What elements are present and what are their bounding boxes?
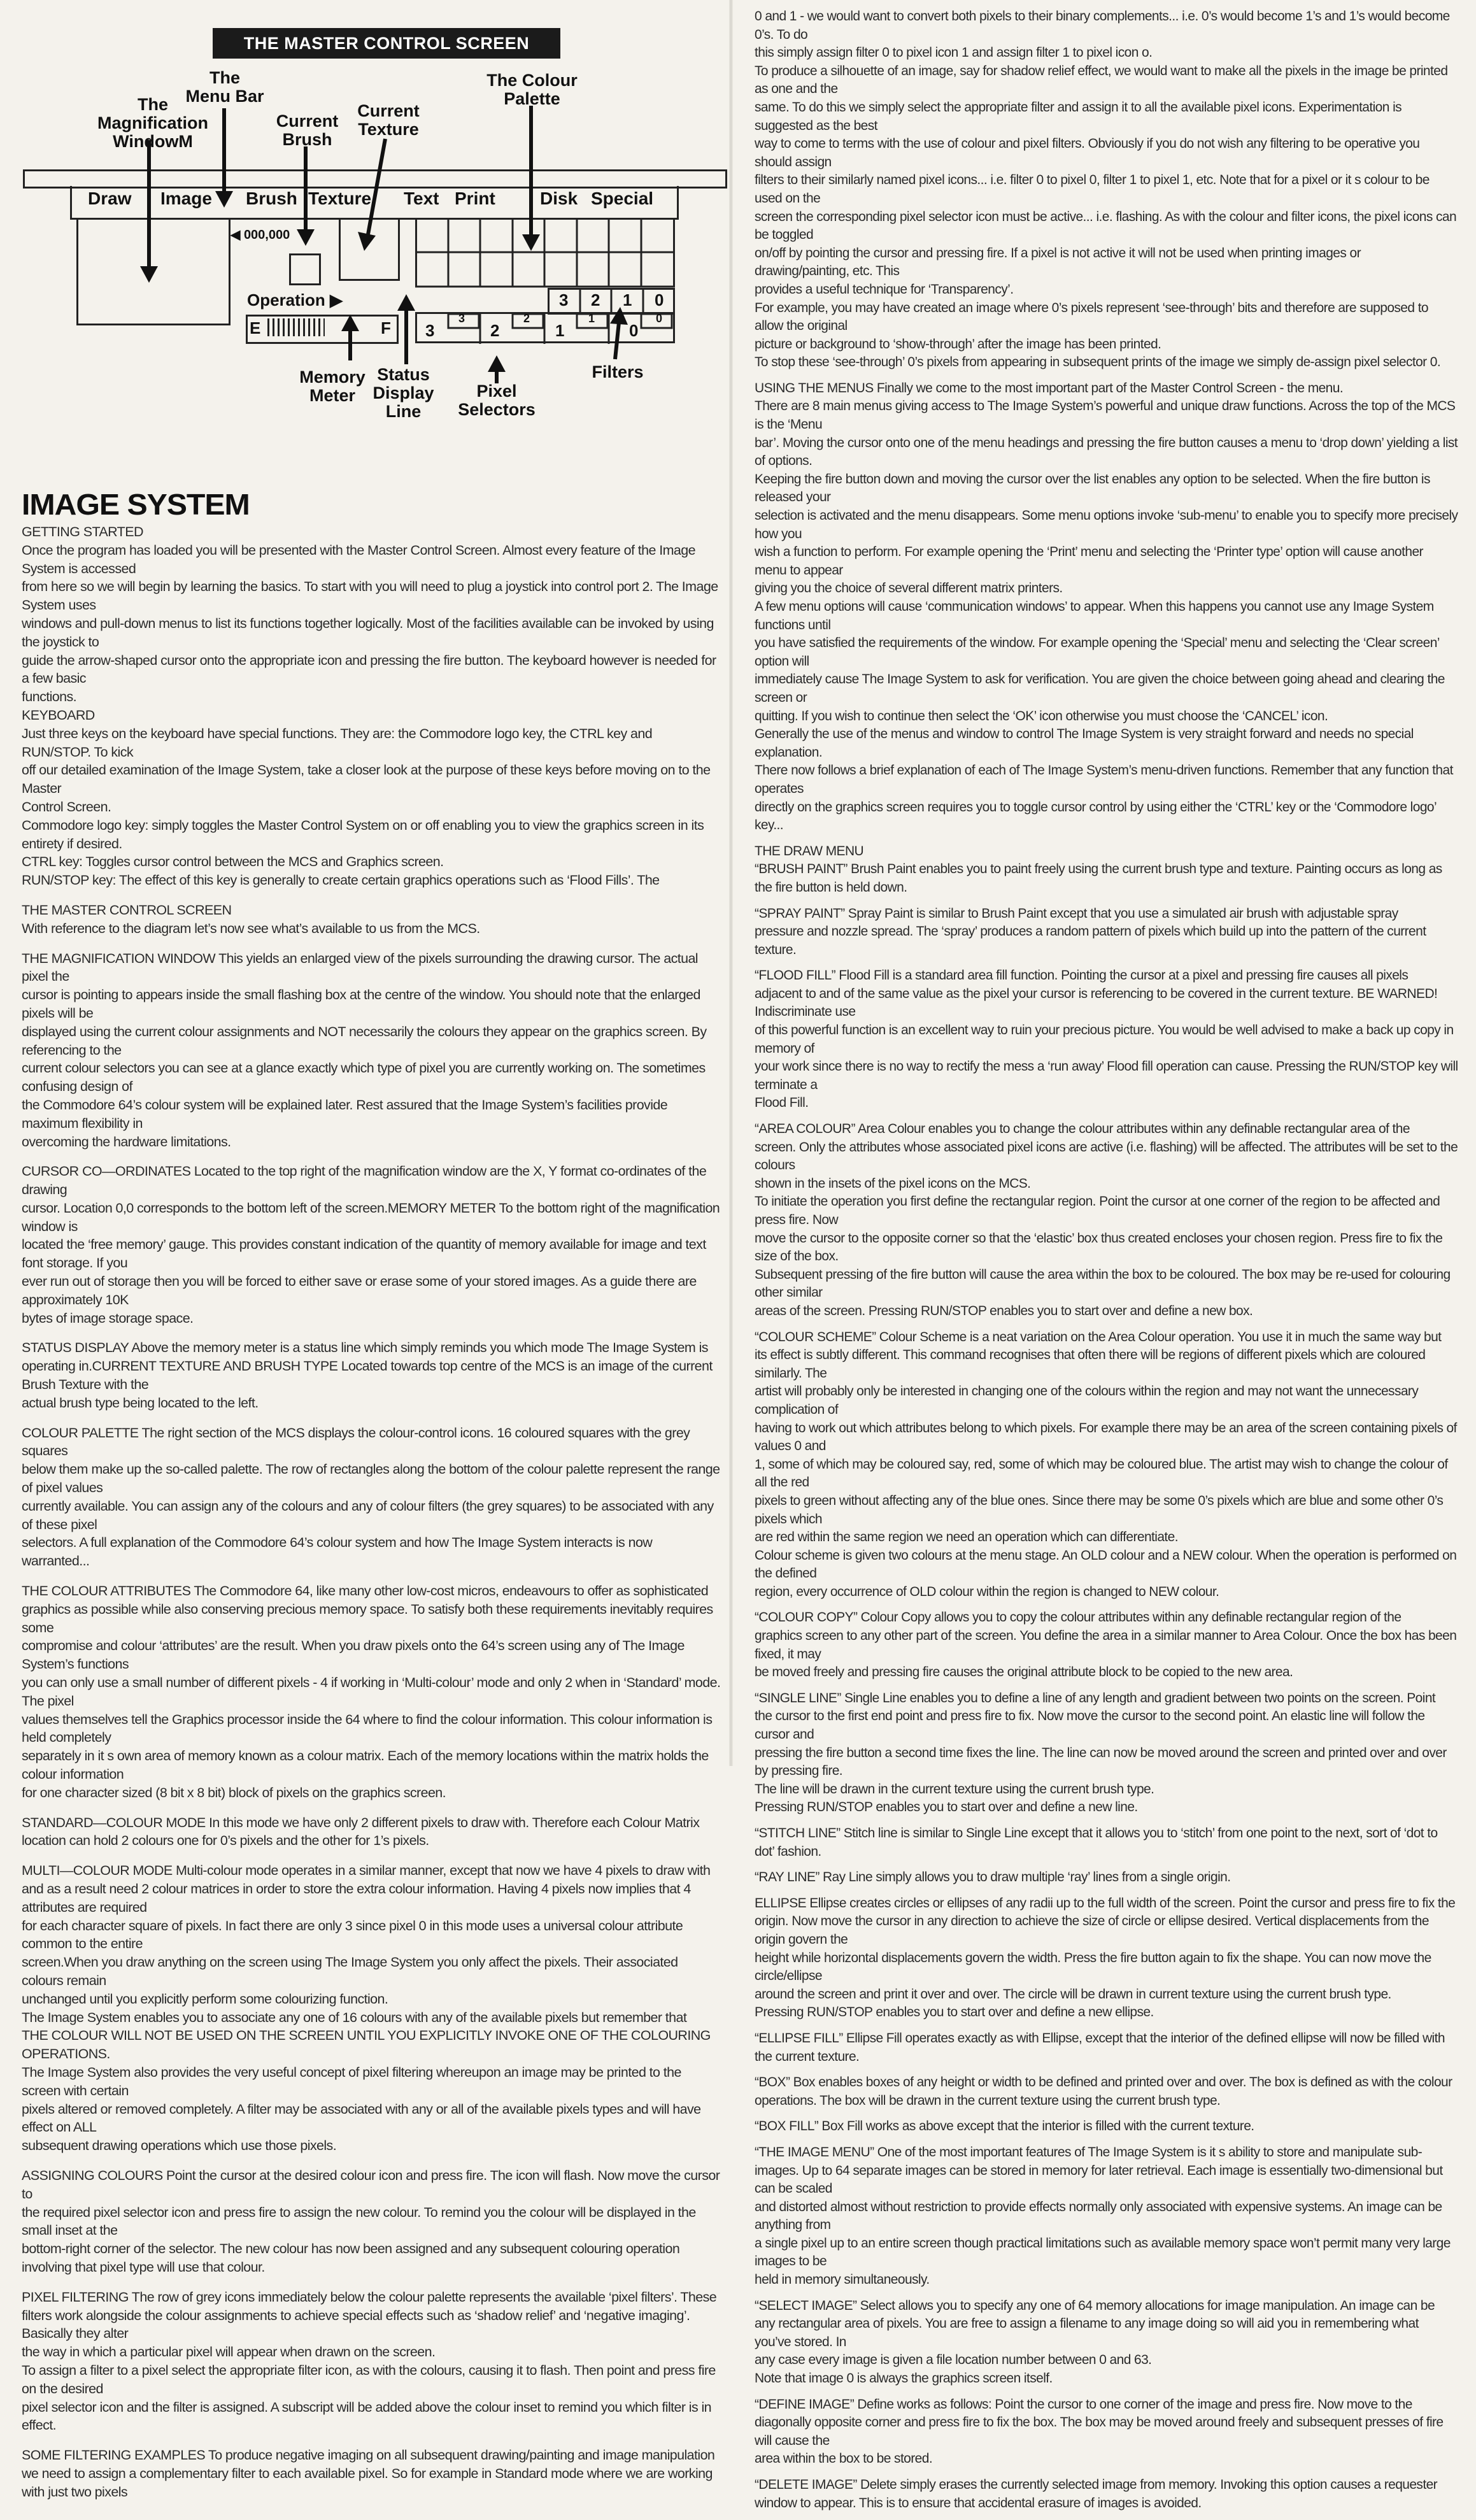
text-line: unchanged until you explicitly perform some colourizing function. <box>22 1991 388 2007</box>
left-column <box>22 487 722 2512</box>
text-line: CURSOR CO—ORDINATES Located to the top right of the magnification window are the X, Y format co-ordinates of the drawing <box>22 1164 707 1198</box>
text-line: around the screen and print it over and over. The circle will be drawn in current texture using the current brush type. <box>755 1986 1391 2002</box>
text-line: of this powerful function is an excellent way to ruin your precious picture. You would be well advised to make a back up copy in memory of <box>755 1023 1454 1056</box>
paragraph <box>22 950 722 1151</box>
text-line: the fire button is held down. <box>755 879 907 895</box>
text-line: and distorted almost without restriction to provide effects normally only associated with expensive systems. An image can be anything from <box>755 2199 1442 2233</box>
text-line: dot’ fashion. <box>755 1844 821 1859</box>
menu-print: Print <box>455 189 495 208</box>
text-line: origin. Now move the cursor in any direction to achieve the size of circle or ellipse desired. Vertical displacements from the origin govern the <box>755 1914 1429 1947</box>
text-line: filters to their similarly named pixel icons... i.e. filter 0 to pixel 0, filter 1 to pixel 1, etc. Note that for a pixel or it s colour to be used on the <box>755 173 1430 206</box>
text-line: Note that image 0 is always the graphics screen itself. <box>755 2371 1053 2386</box>
text-line: separately in it s own area of memory known as a colour matrix. Each of the memory locations within the matrix holds the colour information <box>22 1748 709 1782</box>
text-line: selectors. A full explanation of the Commodore 64’s colour system and how The Image System interacts is now warranted... <box>22 1535 653 1569</box>
paragraph <box>755 2074 1458 2110</box>
text-line: Keeping the fire button down and moving the cursor over the list enables any option to be selected. When the fire button is released your <box>755 471 1430 505</box>
text-line: operations. The box will be drawn in the current texture using the current brush type. <box>755 2093 1221 2108</box>
text-line: USING THE MENUS Finally we come to the most important part of the Master Control Screen - the menu. <box>755 380 1344 395</box>
diagram-arrows <box>0 0 729 446</box>
text-line: you have satisfied the requirements of the window. For example opening the ‘Special’ menu and selecting the ‘Clear screen’ option will <box>755 636 1440 669</box>
text-line: picture or background to ‘show-through’ after the image has been printed. <box>755 336 1161 352</box>
section-heading: IMAGE SYSTEM <box>22 488 250 521</box>
text-line: for each character square of pixels. In fact there are only 3 since pixel 0 in this mode uses a universal colour attribute common to the entire <box>22 1918 683 1952</box>
text-line: bottom-right corner of the selector. The new colour has now been assigned and any subsequent colouring operation <box>22 2241 680 2257</box>
text-line: To stop these ‘see-through’ 0’s pixels from appearing in subsequent prints of the image we simply de-assign pixel selector 0. <box>755 355 1441 370</box>
text-line: The Image System enables you to associate any one of 16 colours with any of the available pixels but remember that <box>22 2009 687 2025</box>
text-line: Pressing RUN/STOP enables you to start over and define a new ellipse. <box>755 2005 1154 2020</box>
text-line: be moved freely and pressing fire causes the original attribute block to be copied to the new area. <box>755 1665 1293 1680</box>
paragraph <box>755 2030 1458 2066</box>
paragraph <box>22 2167 722 2277</box>
paragraph <box>22 2446 722 2501</box>
text-line: 1, some of which may be coloured say, red, some of which may be coloured blue. The artist may wish to change the colour of all the red <box>755 1456 1448 1490</box>
text-line: immediately cause The Image System to ask for verification. You are given the choice between going ahead and clearing the screen or <box>755 672 1445 705</box>
text-line: any rectangular area of pixels. You are free to assign a filename to any image doing so will aid you in remembering what you’ve stored. In <box>755 2316 1419 2349</box>
pixel-3: 3 <box>425 321 435 340</box>
text-line: KEYBOARD <box>22 707 95 723</box>
right-body <box>755 8 1458 2512</box>
text-line: pressure and nozzle spread. The ‘spray’ produces a random pattern of pixels which build up into the pattern of the current texture. <box>755 924 1426 957</box>
text-line: Once the program has loaded you will be presented with the Master Control Screen. Almost every feature of the Image System is accessed <box>22 542 695 576</box>
text-line: To initiate the operation you first define the rectangular region. Point the cursor at one corner of the region to be affected and press fire. Now <box>755 1194 1440 1227</box>
text-line: values themselves tell the Graphics processor inside the 64 where to find the colour information. This colour information is held completely <box>22 1711 713 1746</box>
text-line: adjacent to and of the same value as the pixel your cursor is referencing to be covered in the current texture. BE WARNED! Indiscriminate use <box>755 986 1438 1020</box>
text-line: any case every image is given a file location number between 0 and 63. <box>755 2353 1152 2368</box>
text-line: Just three keys on the keyboard have special functions. They are: the Commodore logo key, the CTRL key and RUN/STOP. To kick <box>22 725 653 760</box>
text-line: operating in.CURRENT TEXTURE AND BRUSH TYPE Located towards top centre of the MCS is an image of the current Brush Texture with the <box>22 1358 713 1393</box>
label-current-brush: Current Brush <box>276 111 339 149</box>
text-line: The line will be drawn in the current texture using the current brush type. <box>755 1781 1154 1797</box>
text-line: subsequent drawing operations which use those pixels. <box>22 2138 337 2154</box>
text-line: involving that pixel type will use that colour. <box>22 2259 265 2275</box>
text-line: THE DRAW MENU <box>755 843 864 858</box>
text-line: shown in the insets of the pixel icons on the MCS. <box>755 1176 1031 1191</box>
text-line: filters work alongside the colour assignments to achieve special effects such as ‘shadow relief’ and ‘negative imaging’. Basically they alter <box>22 2307 690 2342</box>
text-line: selection is activated and the menu disappears. Some menu options invoke ‘sub-menu’ to enable you to specify more precisely how you <box>755 508 1458 541</box>
text-line: for one character sized (8 bit x 8 bit) block of pixels on the graphics screen. <box>22 1784 446 1800</box>
label-pixel-selectors: Pixel Selectors <box>458 381 536 419</box>
paragraph <box>22 1424 722 1570</box>
text-line: Colour scheme is given two colours at the menu stage. An OLD colour and a NEW colour. When the operation is performed on the defined <box>755 1548 1457 1581</box>
paragraph <box>22 901 722 938</box>
text-line: its effect is subtly different. This command recognises that often there will be regions of different pixels which are coloured similarly. The <box>755 1348 1426 1381</box>
text-line: bytes of image storage space. <box>22 1310 194 1326</box>
text-line: pressing the fire button a second time fixes the line. The line can now be moved around the screen and printed over and over by pressing fire. <box>755 1745 1447 1779</box>
text-line: THE COLOUR ATTRIBUTES The Commodore 64, like many other low-cost micros, endeavours to offer as sophisticated <box>22 1583 709 1599</box>
pixel-sub-2: 2 <box>523 312 530 325</box>
text-line: compromise and colour ‘attributes’ are the result. When you draw pixels onto the 64’s screen using any of The Image System’s functions <box>22 1638 685 1672</box>
text-line: screen the corresponding pixel selector icon must be active... i.e. flashing. As with the colour and filter icons, the pixel icons can be toggled <box>755 209 1457 243</box>
paragraph <box>755 2118 1458 2136</box>
pixel-sub-3: 3 <box>458 312 465 325</box>
text-line: “COLOUR COPY” Colour Copy allows you to copy the colour attributes within any definable rectangular region of the <box>755 1610 1401 1625</box>
menu-text: Text <box>404 189 439 208</box>
text-line: the required pixel selector icon and press fire to assign the new colour. To remind you the colour will be displayed in the small inset at the <box>22 2204 696 2239</box>
text-line: area within the box to be stored. <box>755 2451 933 2467</box>
menu-special: Special <box>591 189 654 208</box>
text-line: PIXEL FILTERING The row of grey icons immediately below the colour palette represents the available ‘pixel filters’. These <box>22 2289 717 2305</box>
text-line: the way in which a particular pixel will appear when drawn on the screen. <box>22 2344 436 2360</box>
text-line: For example, you may have created an image where 0’s pixels represent ‘see-through’ bits and therefore are supposed to allow the original <box>755 300 1429 334</box>
paragraph <box>755 1825 1458 1861</box>
pixel-sub-0: 0 <box>656 312 663 325</box>
text-line: same. To do this we simply select the appropriate filter and assign it to all the available pixel icons. Experimentation is suggested as the best <box>755 99 1402 133</box>
meter-empty-label: E <box>250 318 261 338</box>
text-line: “SPRAY PAINT” Spray Paint is similar to Brush Paint except that you use a simulated air brush with adjustable spray <box>755 906 1398 921</box>
label-colour-palette: The Colour Palette <box>486 71 578 108</box>
text-line: on/off by pointing the cursor and pressing fire. If a pixel is not active it will not be used when printing images or drawing/painting, etc. This <box>755 245 1361 279</box>
operation-label: Operation ▶ <box>247 290 343 310</box>
text-line: your work since there is no way to rectify the mess a ‘run away’ Flood fill operation can cause. Pressing the RUN/STOP key will terminate a <box>755 1059 1458 1092</box>
paragraph <box>755 2144 1458 2289</box>
text-line: “THE IMAGE MENU” One of the most important features of The Image System is it s ability to store and manipulate sub- <box>755 2144 1423 2160</box>
text-line: quitting. If you wish to continue then select the ‘OK’ icon otherwise you must choose the ‘CANCEL’ icon. <box>755 708 1328 723</box>
paragraph <box>755 967 1458 1113</box>
paragraph <box>755 2297 1458 2388</box>
text-line: off our detailed examination of the Image System, take a closer look at the purpose of these keys before moving on to the Master <box>22 762 711 797</box>
text-line: To produce a silhouette of an image, say for shadow relief effect, we would want to make all the pixels in the image be printed as one and the <box>755 63 1448 97</box>
menu-texture: Texture <box>308 189 372 208</box>
text-line: graphics screen to any other part of the screen. You define the area in a similar manner to Area Colour. Once the box has been fixed, it may <box>755 1628 1457 1662</box>
text-line: the cursor to the first end point and press fire to fix. Now move the cursor to the second point. An elastic line will follow the cursor and <box>755 1709 1425 1742</box>
paragraph <box>22 1582 722 1802</box>
text-line: held in memory simultaneously. <box>755 2272 930 2288</box>
label-memory-meter: Memory Meter <box>299 367 365 405</box>
text-line: location can hold 2 colours one for 0’s pixels and the other for 1’s pixels. <box>22 1833 429 1849</box>
text-line: we need to assign a complementary filter to each available pixel. So for example in Standard mode where we are working with just two pixels <box>22 2465 713 2500</box>
pixel-0: 0 <box>629 321 639 340</box>
text-line: Flood Fill. <box>755 1095 809 1111</box>
paragraph <box>755 2476 1458 2512</box>
text-line: With reference to the diagram let’s now see what’s available to us from the MCS. <box>22 920 480 936</box>
right-column <box>755 8 1458 2520</box>
text-line: There now follows a brief explanation of each of The Image System’s menu-driven functions. Remember that any function that operates <box>755 763 1453 796</box>
text-line: having to work out which attributes belong to which pixels. For example there may be an area of the screen containing pixels of values 0 and <box>755 1420 1457 1454</box>
text-line: STANDARD—COLOUR MODE In this mode we have only 2 different pixels to draw with. Therefore each Colour Matrix <box>22 1814 700 1830</box>
menu-brush: Brush <box>246 189 297 208</box>
text-line: the current texture. <box>755 2049 860 2064</box>
pixel-sub-1: 1 <box>588 312 595 325</box>
filter-0: 0 <box>655 290 664 310</box>
text-line: diagonally opposite corner and press fire to fix the box. The box may be moved around freely and subsequent presses of fire will cause the <box>755 2415 1444 2448</box>
text-line: “BOX FILL” Box Fill works as above except that the interior is filled with the current texture. <box>755 2119 1254 2134</box>
text-line: are red within the same region we need an operation which can differentiate. <box>755 1530 1178 1545</box>
text-line: wish a function to perform. For example opening the ‘Print’ menu and selecting the ‘Printer type’ option will cause another menu to appear <box>755 545 1423 578</box>
text-line: located the ‘free memory’ gauge. This provides constant indication of the quantity of memory available for image and text font storage. If you <box>22 1237 706 1271</box>
paragraph <box>755 1328 1458 1602</box>
paragraph <box>22 2288 722 2435</box>
paragraph <box>755 380 1458 835</box>
text-line: pixels altered or removed completely. A filter may be associated with any or all of the available pixels types and will have effect on ALL <box>22 2101 701 2135</box>
text-line: overcoming the hardware limitations. <box>22 1134 231 1150</box>
text-line: THE COLOUR WILL NOT BE USED ON THE SCREEN UNTIL YOU EXPLICITLY INVOKE ONE OF THE COLOURING OPERATIONS. <box>22 2028 711 2062</box>
text-line: window to appear. This is to ensure that accidental erasure of images is avoided. <box>755 2495 1202 2510</box>
text-line: MULTI—COLOUR MODE Multi-colour mode operates in a similar manner, except that now we have 4 pixels to draw with <box>22 1863 711 1879</box>
menu-image: Image <box>160 189 212 208</box>
paragraph <box>755 2396 1458 2468</box>
text-line: current colour selectors you can see at a glance exactly which type of pixel you are currently working on. The sometimes confusing design of <box>22 1060 706 1095</box>
diagram-title: THE MASTER CONTROL SCREEN <box>213 28 560 59</box>
paragraph <box>22 523 722 890</box>
text-line: giving you the choice of several different matrix printers. <box>755 581 1063 596</box>
text-line: cursor. Location 0,0 corresponds to the bottom left of the screen.MEMORY METER To the bottom right of the magnification window is <box>22 1200 720 1234</box>
text-line: and as a result need 2 colour matrices in order to store the extra colour information. Having 4 pixels now implies that 4 attributes are required <box>22 1881 691 1915</box>
text-line: areas of the screen. Pressing RUN/STOP enables you to start over and define a new box. <box>755 1303 1253 1318</box>
paragraph <box>755 1690 1458 1817</box>
text-line: STATUS DISPLAY Above the memory meter is a status line which simply reminds you which mode The Image System is <box>22 1340 708 1356</box>
text-line: THE MAGNIFICATION WINDOW This yields an enlarged view of the pixels surrounding the drawing cursor. The actual pixel the <box>22 950 698 985</box>
label-filters: Filters <box>592 362 644 381</box>
text-line: the Commodore 64’s colour system will be explained later. Rest assured that the Image System’s facilities provide maximum flexibility in <box>22 1097 668 1131</box>
paragraph <box>22 1339 722 1412</box>
text-line: way to come to terms with the use of colour and pixel filters. Obviously if you do not wish any filtering to be operative you should assign <box>755 136 1420 169</box>
text-line: pixel selector icon and the filter is assigned. A subscript will be added above the colour inset to remind you which filter is in effect. <box>22 2399 712 2433</box>
text-line: “ELLIPSE FILL” Ellipse Fill operates exactly as with Ellipse, except that the interior of the defined ellipse will now be filled with <box>755 2030 1445 2046</box>
text-line: this simply assign filter 0 to pixel icon 1 and assign filter 1 to pixel icon o. <box>755 45 1153 61</box>
text-line: Generally the use of the menus and window to control The Image System is very straight forward and needs no special explanation. <box>755 727 1414 760</box>
text-line: pixels to green without affecting any of the blue ones. Since there may be some 0’s pixels which are blue and some other 0’s pixels which <box>755 1493 1444 1527</box>
paragraph <box>22 1862 722 2155</box>
text-line: actual brush type being located to the left. <box>22 1395 259 1411</box>
master-control-diagram <box>0 0 729 446</box>
text-line: height while horizontal displacements govern the width. Press the fire button again to fix the shape. You can now move the circle/ellipse <box>755 1950 1431 1984</box>
text-line: Commodore logo key: simply toggles the Master Control System on or off enabling you to view the graphics screen in its entirety if desired. <box>22 817 704 851</box>
text-line: ASSIGNING COLOURS Point the cursor at the desired colour icon and press fire. The icon will flash. Now move the cursor to <box>22 2167 720 2202</box>
text-line: “SINGLE LINE” Single Line enables you to define a line of any length and gradient between two points on the screen. Point <box>755 1690 1436 1705</box>
label-magnification: The Magnification WindowM <box>97 95 208 151</box>
menu-draw: Draw <box>88 189 132 208</box>
paragraph <box>755 905 1458 960</box>
text-line: CTRL key: Toggles cursor control between the MCS and Graphics screen. <box>22 854 444 870</box>
page-fold <box>729 0 733 1766</box>
text-line: THE MASTER CONTROL SCREEN <box>22 902 232 918</box>
text-line: “RAY LINE” Ray Line simply allows you to draw multiple ‘ray’ lines from a single origin. <box>755 1870 1231 1885</box>
text-line: 0 and 1 - we would want to convert both pixels to their binary complements... i.e. 0’s would become 1’s and 1’s would become 0’s. To do <box>755 9 1450 42</box>
text-line: There are 8 main menus giving access to The Image System’s powerful and unique draw functions. Across the top of the MCS is the ‘Menu <box>755 399 1456 432</box>
text-line: artist will probably only be interested in changing one of the colours within the region and may not want the unnecessary complication of <box>755 1384 1419 1417</box>
label-status-display: Status Display Line <box>373 365 434 421</box>
text-line: “COLOUR SCHEME” Colour Scheme is a neat variation on the Area Colour operation. You use it in much the same way but <box>755 1329 1442 1344</box>
label-current-texture: Current Texture <box>357 101 420 139</box>
text-line: provides a useful technique for ‘Transparency’. <box>755 281 1014 297</box>
paragraph <box>755 1869 1458 1887</box>
paragraph <box>755 843 1458 897</box>
text-line: “SELECT IMAGE” Select allows you to specify any one of 64 memory allocations for image manipulation. An image can be <box>755 2298 1435 2313</box>
text-line: “AREA COLOUR” Area Colour enables you to change the colour attributes within any definable rectangular area of the <box>755 1121 1410 1137</box>
text-line: Control Screen. <box>22 799 111 815</box>
text-line: region, every occurrence of OLD colour within the region is changed to NEW colour. <box>755 1584 1219 1599</box>
left-body <box>22 523 722 2501</box>
text-line: images. Up to 64 separate images can be stored in memory for later retrieval. Each image is essentially two-dimensional but can be scaled <box>755 2163 1443 2196</box>
text-line: you can only use a small number of different pixels - 4 if working in ‘Multi-colour’ mode and only 2 when in ‘Standard’ mode. The pixel <box>22 1675 721 1709</box>
filter-3: 3 <box>559 290 569 310</box>
paragraph <box>22 1814 722 1851</box>
text-line: To assign a filter to a pixel select the appropriate filter icon, as with the colours, causing it to flash. Then point and press fire on the desired <box>22 2362 716 2396</box>
text-line: move the cursor to the opposite corner so that the ‘elastic’ box thus created encloses your chosen region. Press fire to fix the size of the box. <box>755 1230 1443 1264</box>
label-menu-bar: The Menu Bar <box>185 68 264 106</box>
text-line: functions. <box>22 689 77 705</box>
text-line: graphics as possible while also conserving precious memory space. To satisfy both these requirements inevitably requires some <box>22 1601 713 1635</box>
text-line: “DEFINE IMAGE” Define works as follows: Point the cursor to one corner of the image and press fire. Now move to the <box>755 2396 1412 2412</box>
text-line: a single pixel up to an entire screen though practical limitations such as available memory space won’t permit many very large images to be <box>755 2235 1451 2269</box>
pixel-2: 2 <box>490 321 500 340</box>
menu-disk: Disk <box>540 189 578 208</box>
cursor-coordinates: ◀ 000,000 <box>231 228 290 242</box>
pixel-1: 1 <box>555 321 565 340</box>
text-line: “BRUSH PAINT” Brush Paint enables you to paint freely using the current brush type and texture. Painting occurs as long as <box>755 862 1442 877</box>
paragraph <box>755 1120 1458 1321</box>
paragraph <box>755 1895 1458 2022</box>
text-line: below them make up the so-called palette. The row of rectangles along the bottom of the colour palette represent the range of pixel values <box>22 1462 720 1496</box>
text-line: “DELETE IMAGE” Delete simply erases the currently selected image from memory. Invoking this option causes a requester <box>755 2477 1438 2492</box>
text-line: screen.When you draw anything on the screen using The Image System you only affect the pixels. Their associated colours remain <box>22 1954 678 1988</box>
paragraph <box>22 1162 722 1327</box>
text-line: “FLOOD FILL” Flood Fill is a standard area fill function. Pointing the cursor at a pixel and pressing fire causes all pixels <box>755 968 1409 983</box>
text-line: SOME FILTERING EXAMPLES To produce negative imaging on all subsequent drawing/painting and image manipulation <box>22 2447 715 2463</box>
text-line: directly on the graphics screen requires you to toggle cursor control by using either the ‘CTRL’ key or the ‘Commodore logo’ key... <box>755 799 1437 833</box>
filter-2: 2 <box>591 290 600 310</box>
text-line: A few menu options will cause ‘communication windows’ to appear. When this happens you cannot use any Image System functions until <box>755 599 1434 632</box>
text-line: from here so we will begin by learning the basics. To start with you will need to plug a joystick into control port 2. The Image System uses <box>22 579 718 613</box>
text-line: The Image System also provides the very useful concept of pixel filtering whereupon an image may be printed to the screen with certain <box>22 2064 681 2098</box>
text-line: guide the arrow-shaped cursor onto the appropriate icon and pressing the fire button. The keyboard however is needed for a few basic <box>22 652 716 687</box>
text-line: COLOUR PALETTE The right section of the MCS displays the colour-control icons. 16 coloured squares with the grey squares <box>22 1425 690 1459</box>
text-line: screen. Only the attributes whose associated pixel icons are active (i.e. flashing) will be affected. The attributes will be set to the colours <box>755 1139 1458 1173</box>
text-line: ever run out of storage then you will be forced to either save or erase some of your stored images. As a guide there are approximately 10K <box>22 1274 697 1307</box>
text-line: “STITCH LINE” Stitch line is similar to Single Line except that it allows you to ‘stitch’ from one point to the next, sort of ‘dot to <box>755 1826 1438 1840</box>
text-line: “BOX” Box enables boxes of any height or width to be defined and printed over and over. The box is defined as with the colour <box>755 2075 1452 2090</box>
filter-1: 1 <box>623 290 632 310</box>
text-line: RUN/STOP key: The effect of this key is generally to create certain graphics operations such as ‘Flood Fills’. The <box>22 872 660 888</box>
paragraph <box>755 8 1458 372</box>
text-line: Subsequent pressing of the fire button will cause the area within the box to be coloured. The box may be re-used for colouring other similar <box>755 1267 1451 1300</box>
text-line: bar’. Moving the cursor onto one of the menu headings and pressing the fire button causes a menu to ‘drop down’ yielding a list of options. <box>755 435 1458 469</box>
text-line: cursor is pointing to appears inside the small flashing box at the centre of the window. You should note that the enlarged pixels will be <box>22 987 700 1021</box>
text-line: GETTING STARTED <box>22 524 143 539</box>
text-line: windows and pull-down menus to list its functions together logically. Most of the facilities available can be invoked by using the joystick to <box>22 615 714 650</box>
text-line: ELLIPSE Ellipse creates circles or ellipses of any radii up to the full width of the screen. Point the cursor and press fire to fix the <box>755 1895 1456 1911</box>
text-line: Pressing RUN/STOP enables you to start over and define a new line. <box>755 1800 1138 1815</box>
meter-full-label: F <box>381 318 391 338</box>
text-line: currently available. You can assign any of the colours and any of colour filters (the grey squares) to be associated with any of these pixel <box>22 1498 714 1532</box>
paragraph <box>755 1609 1458 1681</box>
text-line: displayed using the current colour assignments and NOT necessarily the colours they appear on the graphics screen. By referencing to the <box>22 1023 707 1058</box>
